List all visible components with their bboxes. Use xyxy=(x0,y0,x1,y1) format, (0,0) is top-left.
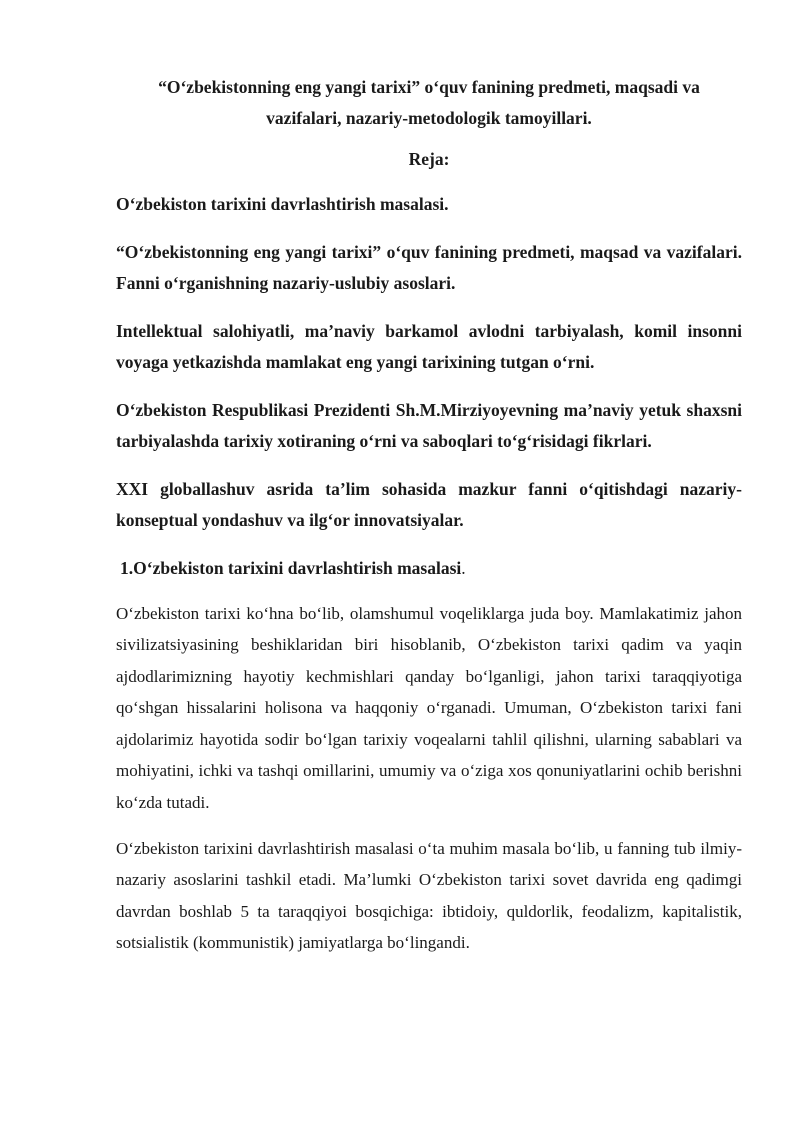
plan-item: XXI globallashuv asrida ta’lim sohasida mazkur fanni o‘qitishdagi nazariy-konseptual yondashuv va ilg‘or innovatsiyalar. xyxy=(116,478,742,530)
plan-item: “O‘zbekistonning eng yangi tarixi” o‘quv fanining predmeti, maqsad va vazifalari. Fanni o‘rganishning nazariy-uslubiy asoslari. xyxy=(116,241,742,293)
document-page xyxy=(116,72,742,973)
plan-list xyxy=(116,189,742,537)
plan-item: O‘zbekiston Respublikasi Prezidenti Sh.M.Mirziyoyevning ma’naviy yetuk shaxsni tarbiyalashda tarixiy xotiraning o‘rni va saboqlari to‘g‘risidagi fikrlari. xyxy=(116,399,742,451)
body-paragraph: O‘zbekiston tarixini davrlashtirish masalasi o‘ta muhim masala bo‘lib, u fanning tub ilmiy-nazariy asoslarini tashkil etadi. Ma’lumki O‘zbekiston tarixi sovet davrida eng qadimgi davrdan boshlab 5 ta taraqqiyoi bosqichiga: ibtidoiy, quldorlik, feodalizm, kapitalistik, sotsialistik (kommunistik) jamiyatlarga bo‘lingandi. xyxy=(116,838,742,953)
plan-item: O‘zbekiston tarixini davrlashtirish masalasi. xyxy=(116,194,449,214)
section-heading xyxy=(120,553,742,584)
document-title xyxy=(116,72,742,134)
title-line-2: vazifalari, nazariy-metodologik tamoyillari. xyxy=(266,108,592,128)
plan-item: Intellektual salohiyatli, ma’naviy barkamol avlodni tarbiyalash, komil insonni voyaga yetkazishda mamlakat eng yangi tarixining tutgan o‘rni. xyxy=(116,320,742,372)
body-paragraph: O‘zbekiston tarixi ko‘hna bo‘lib, olamshumul voqeliklarga juda boy. Mamlakatimiz jahon sivilizatsiyasining beshiklaridan biri hisoblanib, O‘zbekiston tarixi qadim va yaqin ajdodlarimizning hayotiy kechmishlari qanday bo‘lganligi, jahon tarixi taraqqiyotiga qo‘shgan hissalarini holisona va haqqoniy o‘rganadi. Umuman, O‘zbekiston tarixi fani ajdolarimiz hayotida sodir bo‘lgan tarixiy voqealarni tahlil qilishni, ularning sabablari va mohiyatini, ichki va tashqi omillarini, umumiy va o‘ziga xos qonuniyatlarini ochib berishni ko‘zda tutadi. xyxy=(116,603,742,813)
plan-heading: Reja: xyxy=(408,149,450,169)
section-heading-text: 1.O‘zbekiston tarixini davrlashtirish masalasi xyxy=(120,557,462,578)
section-heading-dot: . xyxy=(461,557,466,578)
title-line-1: “O‘zbekistonning eng yangi tarixi” o‘quv fanining predmeti, maqsadi va xyxy=(158,77,700,97)
